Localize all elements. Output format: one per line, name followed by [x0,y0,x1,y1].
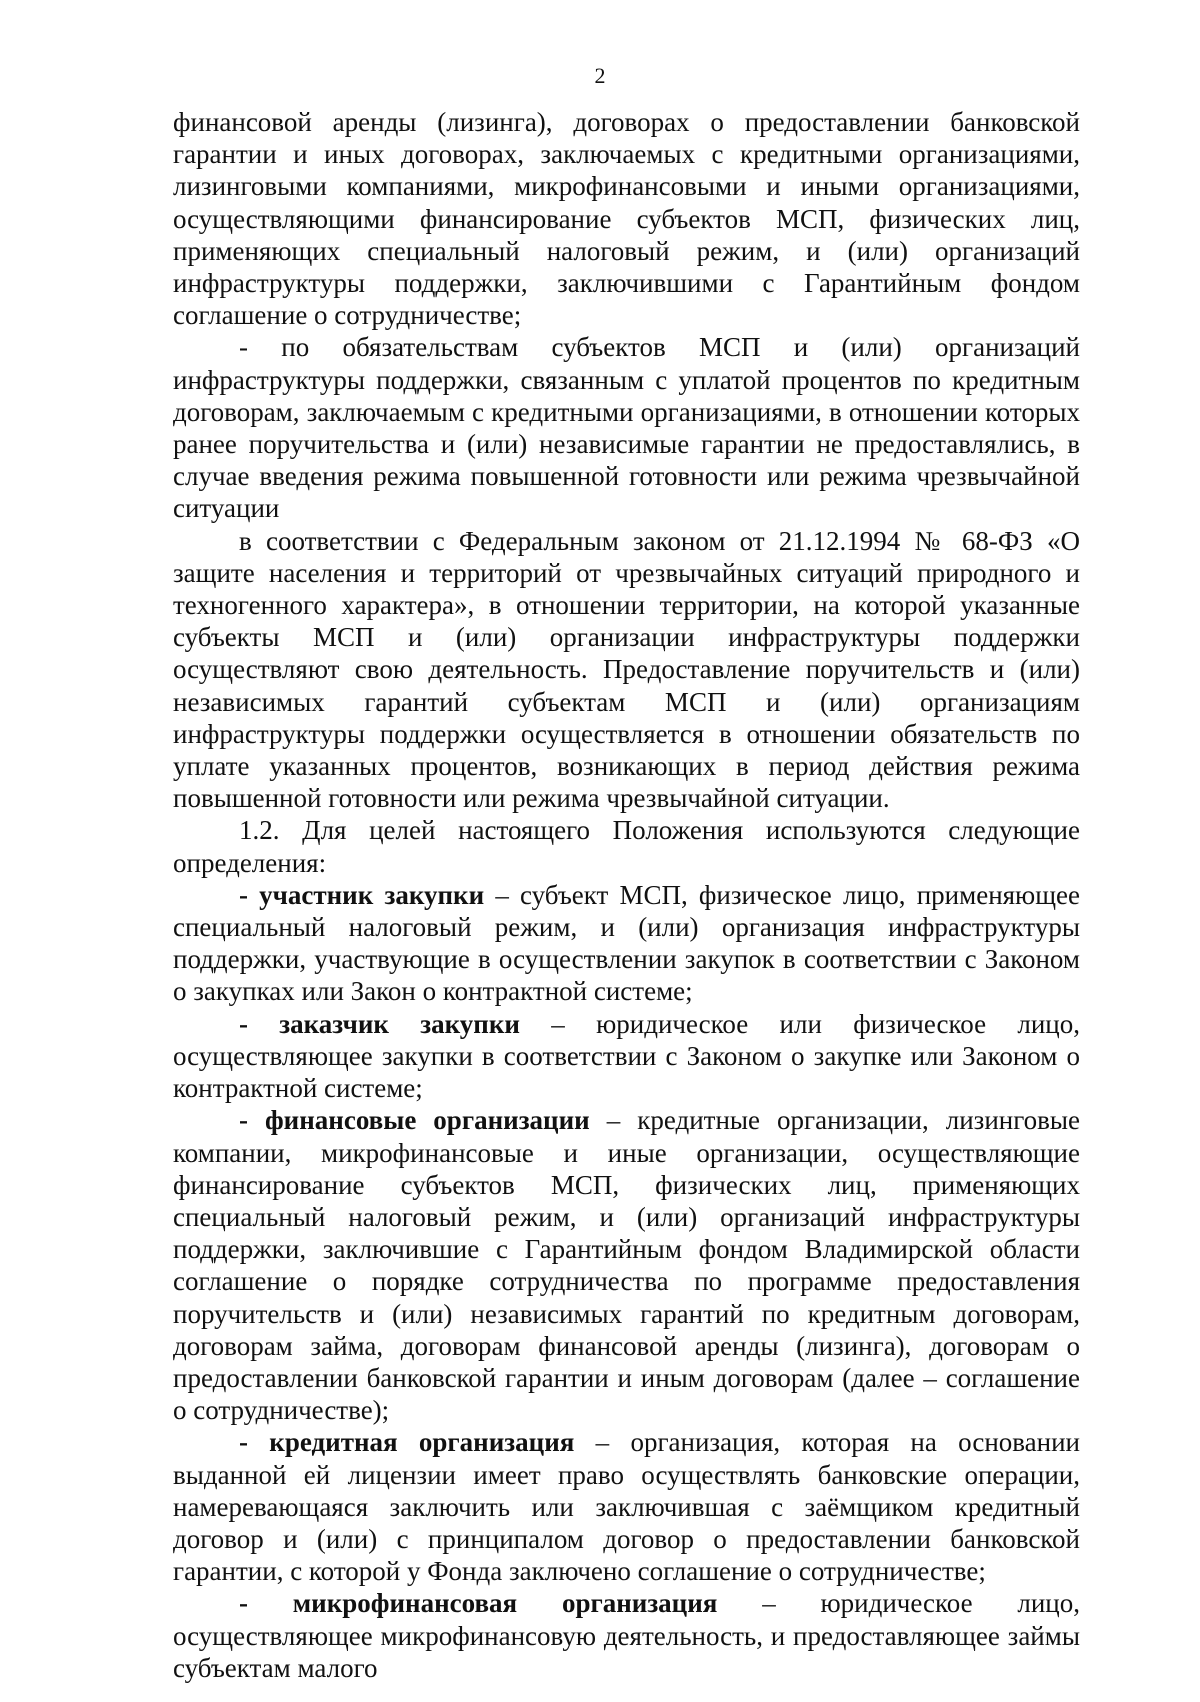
definition-term: - финансовые организации [239,1105,590,1136]
definition-text: – субъект МСП, физическое лицо, применяющее специальный налоговый режим, и (или) организация инфраструктуры поддержки, участвующие в осуществлении закупок в соответствии с Законом о закупках или Закон о контрактной системе; [173,879,1080,1007]
definition-term: - микрофинансовая организация [239,1588,718,1619]
definition-text: – организация, которая на основании выданной ей лицензии имеет право осуществлять банковские операции, намеревающаяся заключить или заключившая с заёмщиком кредитный договор и (или) с принципалом договор о предоставлении банковской гарантии, с которой у Фонда заключено соглашение о сотрудничестве; [173,1427,1080,1587]
definition-text: – юридическое лицо, осуществляющее микрофинансовую деятельность, и предоставляющее займы субъектам малого [173,1588,1080,1683]
paragraph: в соответствии с Федеральным законом от 21.12.1994 № 68-ФЗ «О защите населения и территорий от чрезвычайных ситуаций природного и техногенного характера», в отношении территории, на которой указанные субъекты МСП и (или) организации инфраструктуры поддержки осуществляют свою деятельность. Предоставление поручительств и (или) независимых гарантий субъектам МСП и (или) организациям инфраструктуры поддержки осуществляется в отношении обязательств по уплате указанных процентов, возникающих в период действия режима повышенной готовности или режима чрезвычайной ситуации. [173,525,1080,814]
definition-term: - кредитная организация [239,1427,575,1458]
definition-item [173,1008,1080,1105]
page-number: 2 [594,63,606,88]
definition-item [173,1426,1080,1587]
definition-item [173,879,1080,1008]
definition-term: - участник закупки [239,879,485,910]
definition-text: – юридическое или физическое лицо, осуществляющее закупки в соответствии с Законом о закупке или Законом о контрактной системе; [173,1008,1080,1104]
paragraph: 1.2. Для целей настоящего Положения используются следующие определения: [173,815,1080,878]
paragraph: - по обязательствам субъектов МСП и (или) организаций инфраструктуры поддержки, связанным с уплатой процентов по кредитным договорам, заключаемым с кредитными организациями, в отношении которых ранее поручительства и (или) независимые гарантии не предоставлялись, в случае введения режима повышенной готовности или режима чрезвычайной ситуации [173,332,1080,524]
definition-text: – кредитные организации, лизинговые компании, микрофинансовые и иные организации, осуществляющие финансирование субъектов МСП, физических лиц, применяющих специальный налоговый режим, и (или) организаций инфраструктуры поддержки, заключившие с Гарантийным фондом Владимирской области соглашение о порядке сотрудничества по программе предоставления поручительств и (или) независимых гарантий по кредитным договорам, договорам займа, договорам финансовой аренды (лизинга), договорам о предоставлении банковской гарантии и иным договорам (далее – соглашение о сотрудничестве); [173,1105,1080,1426]
definition-term: - заказчик закупки [239,1008,520,1039]
document-body [173,106,1080,1684]
paragraph: финансовой аренды (лизинга), договорах о предоставлении банковской гарантии и иных договорах, заключаемых с кредитными организациями, лизинговыми компаниями, микрофинансовыми и иными организациями, осуществляющими финансирование субъектов МСП, физических лиц, применяющих специальный налоговый режим, и (или) организаций инфраструктуры поддержки, заключившими с Гарантийным фондом соглашение о сотрудничестве; [173,107,1080,331]
definition-item [173,1104,1080,1426]
definition-item [173,1587,1080,1684]
